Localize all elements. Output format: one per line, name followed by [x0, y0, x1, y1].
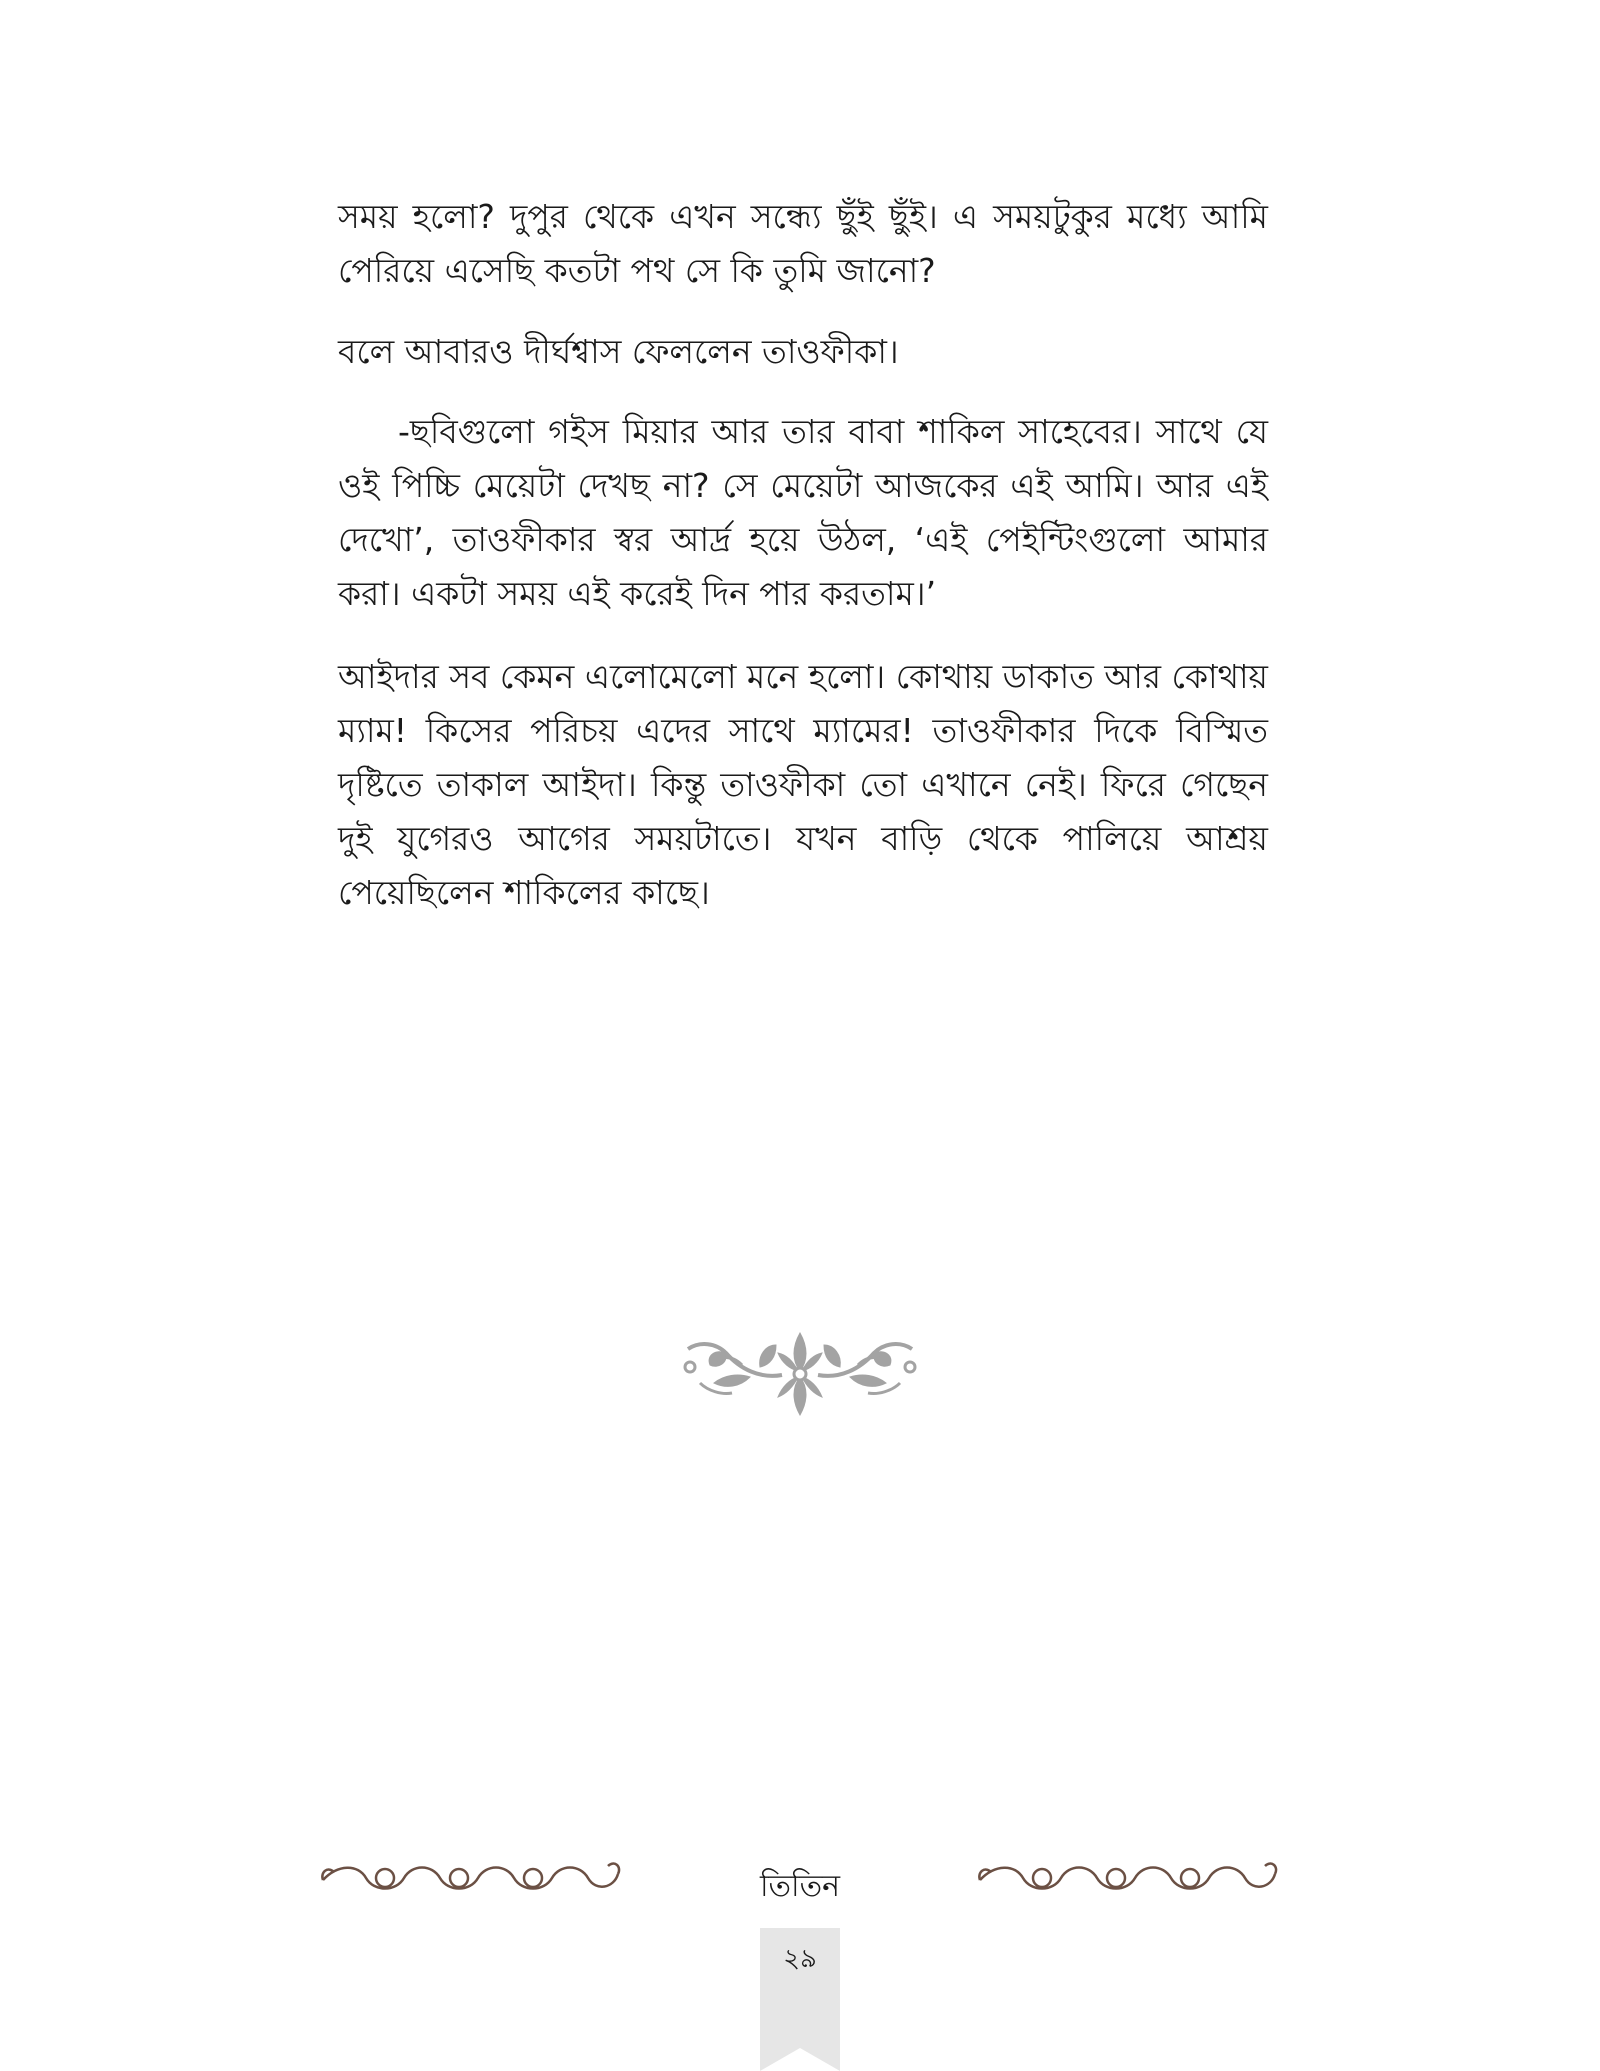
paragraph-3-text: -ছবিগুলো গইস মিয়ার আর তার বাবা শাকিল সাহেবের। সাথে যে ওই পিচ্চি মেয়েটা দেখছ না? সে মেয়েটা আজকের এই আমি। আর এই দেখো’, তাওফীকার স্বর আর্দ্র হয়ে উঠল, ‘এই পেইন্টিংগুলো আমার করা। একটা সময় এই করেই দিন পার করতাম।’ — [338, 412, 1268, 613]
scroll-flourish-icon — [318, 1852, 623, 1902]
paragraph-4 — [338, 650, 1268, 920]
paragraph-1-text: সময় হলো? দুপুর থেকে এখন সন্ধ্যে ছুঁই ছুঁই। এ সময়টুকুর মধ্যে আমি পেরিয়ে এসেছি কতটা পথ সে কি তুমি জানো? — [338, 197, 1268, 290]
page-number: ২৯ — [783, 1944, 817, 1974]
paragraph-3 — [338, 405, 1268, 621]
paragraph-4-text: আইদার সব কেমন এলোমেলো মনে হলো। কোথায় ডাকাত আর কোথায় ম্যাম! কিসের পরিচয় এদের সাথে ম্যামের! তাওফীকার দিকে বিস্মিত দৃষ্টিতে তাকাল আইদা। কিন্তু তাওফীকা তো এখানে নেই। ফিরে গেছেন দুই যুগেরও আগের সময়টাতে। যখন বাড়ি থেকে পালিয়ে আশ্রয় পেয়েছিলেন শাকিলের কাছে। — [338, 657, 1268, 912]
paragraph-1 — [338, 190, 1268, 298]
paragraph-2-text: বলে আবারও দীর্ঘশ্বাস ফেললেন তাওফীকা। — [338, 332, 899, 371]
scroll-flourish-icon — [975, 1852, 1280, 1902]
chapter-title: তিতিন — [759, 1869, 841, 1904]
floral-divider-icon — [670, 1325, 930, 1420]
paragraph-2 — [338, 325, 1268, 379]
